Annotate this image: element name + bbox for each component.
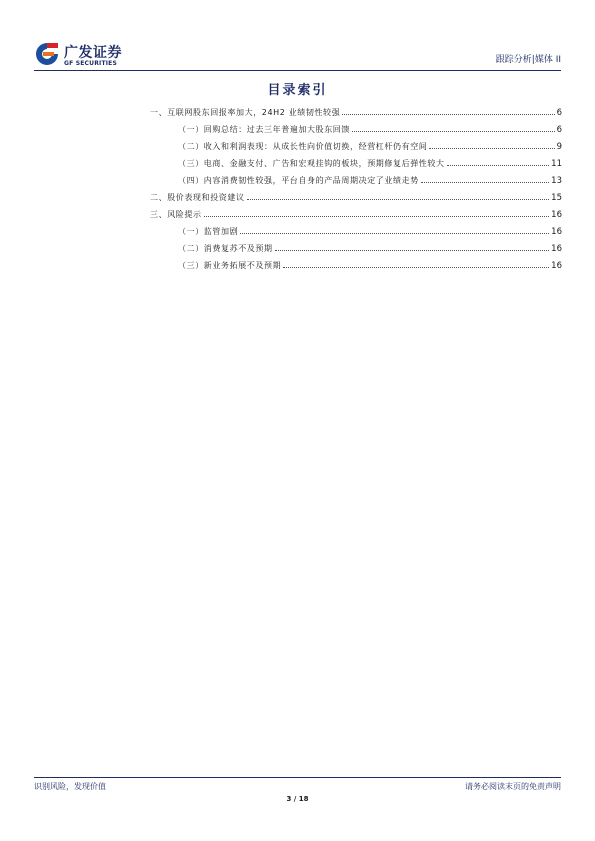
toc-dot-leader xyxy=(204,216,550,217)
toc-entry-title: （二）收入和利润表现：从成长性向价值切换，经营杠杆仍有空间 xyxy=(178,142,428,151)
header-divider xyxy=(34,70,561,71)
toc-entry-title: （一）监管加剧 xyxy=(178,227,239,236)
gf-securities-logo-icon xyxy=(34,41,60,67)
page-number: 3 / 18 xyxy=(286,795,309,803)
toc-entry-title: （三）电商、金融支付、广告和宏观挂钩的板块，预期修复后弹性较大 xyxy=(178,159,445,168)
toc-entry-title: 二、股价表现和投资建议 xyxy=(150,193,245,202)
table-of-contents xyxy=(150,101,562,271)
toc-dot-leader xyxy=(283,267,549,268)
toc-entry-page: 6 xyxy=(556,125,562,135)
toc-entry-title: （三）新业务拓展不及预期 xyxy=(178,261,282,270)
toc-dot-leader xyxy=(240,233,549,234)
logo-english-name: GF SECURITIES xyxy=(64,60,118,67)
toc-entry-page: 15 xyxy=(551,193,562,203)
toc-entry[interactable] xyxy=(150,118,562,135)
toc-dot-leader xyxy=(275,250,550,251)
toc-entry[interactable] xyxy=(150,135,562,152)
page-header xyxy=(34,34,561,70)
toc-title: 目录索引 xyxy=(267,83,328,98)
toc-entry[interactable] xyxy=(150,169,562,186)
toc-entry-page: 16 xyxy=(551,227,562,237)
toc-dot-leader xyxy=(429,148,554,149)
toc-entry-title: 一、互联网股东回报率加大，24H2 业绩韧性较强 xyxy=(150,108,341,117)
toc-entry-page: 13 xyxy=(551,176,562,186)
footer-disclaimer-notice[interactable]: 请务必阅读末页的免责声明 xyxy=(465,782,561,791)
toc-entry[interactable] xyxy=(150,237,562,254)
toc-entry[interactable] xyxy=(150,101,562,118)
toc-entry-page: 11 xyxy=(551,159,562,169)
toc-entry[interactable] xyxy=(150,186,562,203)
logo-chinese-name: 广发证券 xyxy=(64,45,122,61)
toc-entry-page: 16 xyxy=(551,244,562,254)
footer-slogan: 识别风险，发现价值 xyxy=(34,782,106,791)
toc-entry[interactable] xyxy=(150,254,562,271)
toc-entry[interactable] xyxy=(150,152,562,169)
toc-entry-title: 三、风险提示 xyxy=(150,210,202,219)
toc-entry-page: 16 xyxy=(551,261,562,271)
toc-entry[interactable] xyxy=(150,203,562,220)
toc-entry-title: （四）内容消费韧性较强，平台自身的产品周期决定了业绩走势 xyxy=(178,176,419,185)
toc-entry[interactable] xyxy=(150,220,562,237)
toc-dot-leader xyxy=(247,199,550,200)
toc-entry-page: 16 xyxy=(551,210,562,220)
toc-entry-title: （一）回购总结：过去三年普遍加大股东回馈 xyxy=(178,125,350,134)
toc-entry-page: 9 xyxy=(556,142,562,152)
toc-dot-leader xyxy=(421,182,549,183)
toc-dot-leader xyxy=(447,165,550,166)
footer-divider xyxy=(34,777,561,778)
toc-entry-title: （二）消费复苏不及预期 xyxy=(178,244,273,253)
report-type-label: 跟踪分析|媒体 II xyxy=(495,55,561,65)
toc-entry-page: 6 xyxy=(556,108,562,118)
toc-dot-leader xyxy=(342,114,554,115)
toc-dot-leader xyxy=(352,131,555,132)
